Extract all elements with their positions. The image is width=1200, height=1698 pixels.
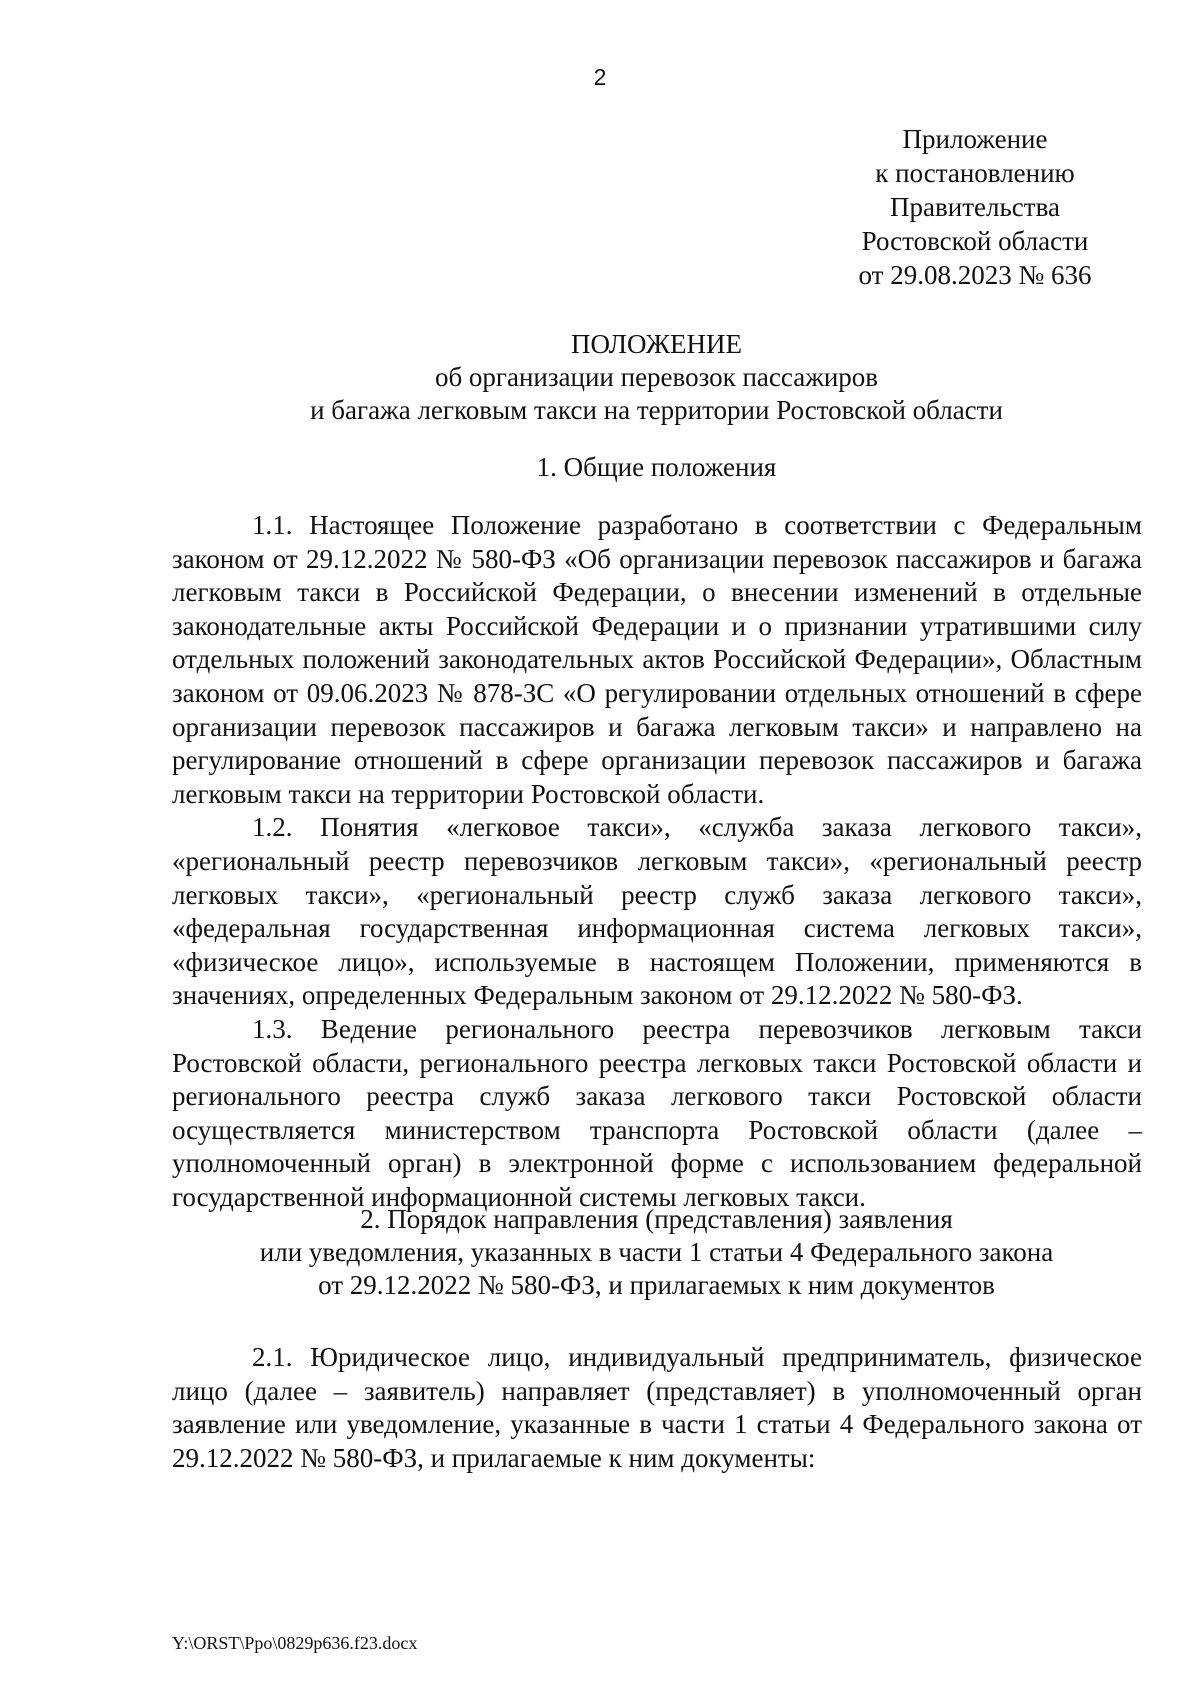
page-number: 2	[593, 64, 607, 90]
section-1-body	[172, 509, 1142, 1214]
title-main: ПОЛОЖЕНИЕ	[571, 329, 742, 359]
section-heading-line: или уведомления, указанных в части 1 статьи 4 Федерального закона	[259, 1237, 1054, 1267]
document-title	[170, 328, 1143, 427]
appendix-line: Ростовской области	[861, 226, 1089, 256]
section-2-body	[172, 1341, 1142, 1475]
appendix-line: Правительства	[890, 192, 1060, 222]
paragraph-1-1: 1.1. Настоящее Положение разработано в соответствии с Федеральным законом от 29.12.2022 № 580-ФЗ «Об организации перевозок пассажиров и багажа легковым такси в Российской Федерации, о внесении изменений в отдельные законодательные акты Российской Федерации и о признании утратившими силу отдельных положений законодательных актов Российской Федерации», Областным законом от 09.06.2023 № 878-ЗС «О регулировании отдельных отношений в сфере организации перевозок пассажиров и багажа легковым такси» и направлено на регулирование отношений в сфере организации перевозок пассажиров и багажа легковым такси на территории Ростовской области.	[172, 510, 1142, 809]
paragraph-1-2: 1.2. Понятия «легковое такси», «служба заказа легкового такси», «региональный реестр перевозчиков легковым такси», «региональный реестр легковых такси», «региональный реестр служб заказа легкового такси», «федеральная государственная информационная система легковых такси», «физическое лицо», используемые в настоящем Положении, применяются в значениях, определенных Федеральным законом от 29.12.2022 № 580-ФЗ.	[172, 812, 1142, 1011]
appendix-line: Приложение	[902, 124, 1048, 154]
paragraph-2-1: 2.1. Юридическое лицо, индивидуальный предприниматель, физическое лицо (далее – заявитель) направляет (представляет) в уполномоченный орган заявление или уведомление, указанные в части 1 статьи 4 Федерального закона от 29.12.2022 № 580-ФЗ, и прилагаемые к ним документы:	[172, 1342, 1142, 1473]
appendix-line: от 29.08.2023 № 636	[858, 260, 1092, 290]
title-line: и багажа легковым такси на территории Ростовской области	[310, 395, 1003, 425]
section-2-heading	[170, 1203, 1143, 1302]
title-line: об организации перевозок пассажиров	[434, 362, 879, 392]
paragraph-1-3: 1.3. Ведение регионального реестра перевозчиков легковым такси Ростовской области, регионального реестра легковых такси Ростовской области и регионального реестра служб заказа легкового такси Ростовской области осуществляется министерством транспорта Ростовской области (далее – уполномоченный орган) в электронной форме с использованием федеральной государственной информационной системы легковых такси.	[172, 1013, 1142, 1212]
section-heading-line: 2. Порядок направления (представления) заявления	[360, 1204, 953, 1234]
section-heading-line: от 29.12.2022 № 580-ФЗ, и прилагаемых к ним документов	[318, 1270, 995, 1300]
section-heading-line: 1. Общие положения	[536, 452, 777, 482]
appendix-block	[810, 122, 1140, 292]
footer-file-path: Y:\ORST\Ppo\0829p636.f23.docx	[172, 1633, 418, 1653]
section-1-heading	[170, 451, 1143, 484]
appendix-line: к постановлению	[875, 158, 1075, 188]
